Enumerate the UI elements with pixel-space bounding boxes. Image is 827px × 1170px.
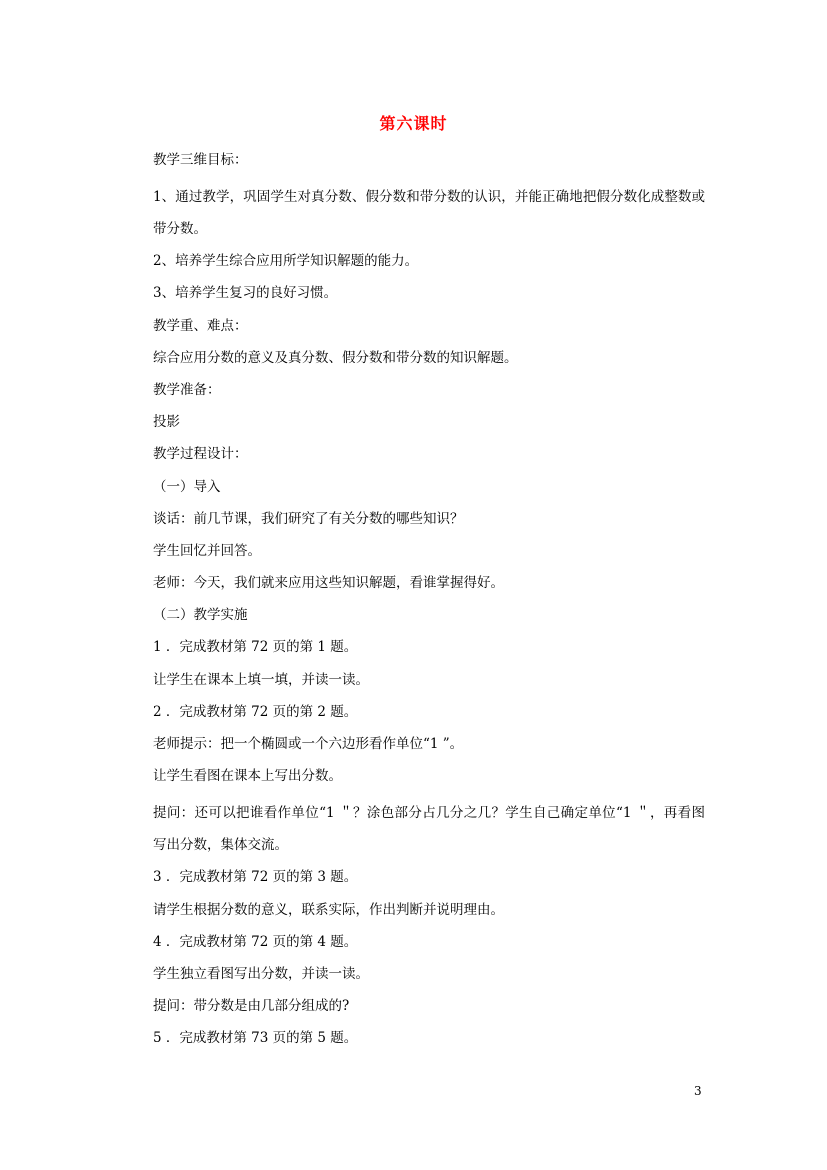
paragraph: 教学过程设计： [153, 446, 248, 463]
paragraph: 请学生根据分数的意义，联系实际，作出判断并说明理由。 [153, 901, 504, 918]
paragraph: 1 ．完成教材第 72 页的第 1 题。 [153, 639, 358, 656]
paragraph: 5 ．完成教材第 73 页的第 5 题。 [153, 1030, 358, 1047]
paragraph: （二）教学实施 [153, 607, 248, 624]
paragraph: 2、培养学生综合应用所学知识解题的能力。 [153, 253, 419, 270]
paragraph: 谈话：前几节课，我们研究了有关分数的哪些知识？ [153, 510, 464, 527]
lesson-body [125, 149, 705, 1060]
paragraph: 2 ．完成教材第 72 页的第 2 题。 [153, 703, 358, 720]
paragraph: 4 ．完成教材第 72 页的第 4 题。 [153, 933, 358, 950]
paragraph: 老师：今天，我们就来应用这些知识解题，看谁掌握得好。 [153, 575, 504, 592]
paragraph: 提问：还可以把谁看作单位“1 ＂？涂色部分占几分之几？学生自己确定单位“1 ＂，再看图写出分数，集体交流。 [153, 805, 705, 854]
paragraph: 1、通过教学，巩固学生对真分数、假分数和带分数的认识，并能正确地把假分数化成整数或带分数。 [153, 189, 705, 238]
lesson-title: 第六课时 [379, 114, 448, 133]
paragraph: 3 ．完成教材第 72 页的第 3 题。 [153, 869, 358, 886]
paragraph: 教学准备： [153, 381, 221, 398]
page-number: 3 [694, 1084, 702, 1098]
paragraph: 综合应用分数的意义及真分数、假分数和带分数的知识解题。 [153, 349, 518, 366]
paragraph: 投影 [153, 414, 180, 431]
paragraph: 老师提示：把一个椭圆或一个六边形看作单位“1 ”。 [153, 736, 464, 752]
paragraph: 学生独立看图写出分数，并读一读。 [153, 965, 369, 982]
paragraph: 教学三维目标： [153, 152, 248, 168]
paragraph: 教学重、难点： [153, 317, 248, 334]
paragraph: 提问：带分数是由几部分组成的? [153, 998, 350, 1015]
paragraph: 学生回忆并回答。 [153, 542, 261, 559]
paragraph: （一）导入 [153, 478, 221, 495]
paragraph: 让学生在课本上填一填，并读一读。 [153, 671, 369, 688]
paragraph: 3、培养学生复习的良好习惯。 [153, 285, 338, 302]
paragraph: 让学生看图在课本上写出分数。 [153, 768, 342, 785]
